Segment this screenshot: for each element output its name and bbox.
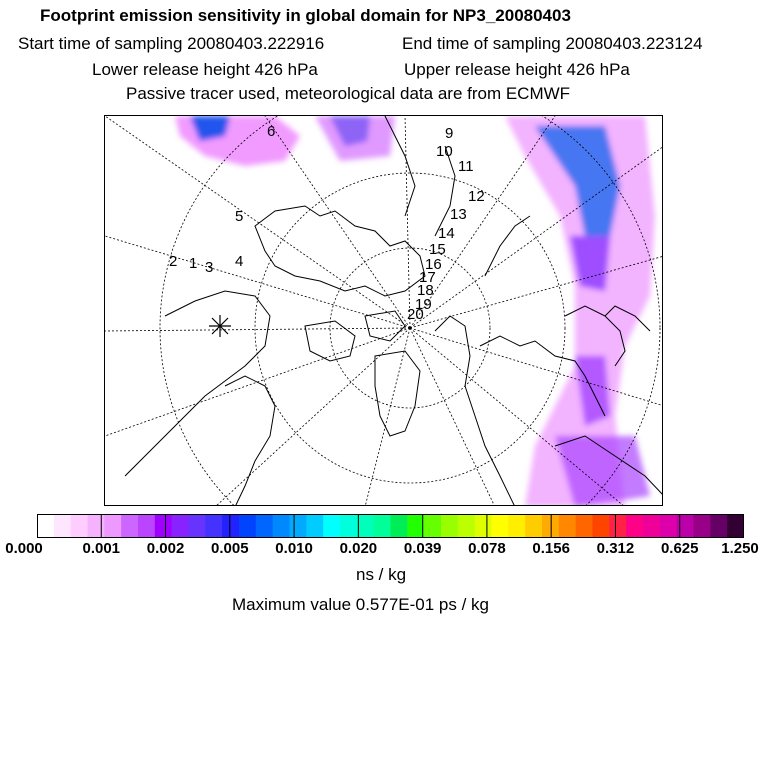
colorbar-tick-label: 0.010 [275,540,313,557]
trajectory-label-14: 14 [438,225,455,242]
colorbar-units: ns / kg [356,565,407,584]
trajectory-label-17: 17 [419,269,436,286]
release-location-marker [209,315,231,337]
trajectory-label-12: 12 [468,188,485,205]
trajectory-label-20: 20 [407,306,424,323]
colorbar-swatch [407,514,424,538]
colorbar-swatch [593,514,610,538]
colorbar-swatch [492,514,509,538]
trajectory-label-11: 11 [458,158,474,175]
end-time-label: End time of sampling 20080403.223124 [402,34,703,53]
colorbar-swatch [441,514,458,538]
colorbar-swatch [559,514,576,538]
colorbar-swatches [37,514,744,538]
colorbar-tick-label: 0.156 [532,540,570,557]
colorbar-tick-label: 1.250 [721,540,759,557]
colorbar-swatch [340,514,357,538]
colorbar-swatch [626,514,643,538]
colorbar-swatch [205,514,222,538]
colorbar-tick-label: 0.039 [403,540,442,557]
trajectory-label-3: 3 [205,259,214,276]
colorbar-swatch [54,514,71,538]
colorbar-swatch [306,514,323,538]
trajectory-label-2: 2 [169,253,178,270]
colorbar-swatch [71,514,88,538]
colorbar-swatch [155,514,172,538]
trajectory-label-10: 10 [436,143,453,160]
colorbar-swatch [138,514,155,538]
colorbar-swatch [189,514,206,538]
trajectory-label-1: 1 [189,255,198,272]
maximum-value-label: Maximum value 0.577E-01 ps / kg [232,595,490,614]
colorbar-swatch [727,514,744,538]
colorbar-tick-label: 0.001 [82,540,121,557]
trajectory-label-6: 6 [267,123,276,140]
map-canvas [105,116,663,506]
trajectory-label-16: 16 [425,256,442,273]
colorbar-swatch [391,514,408,538]
colorbar-swatch [374,514,391,538]
colorbar-tick-label: 0.000 [5,540,43,557]
colorbar-swatch [475,514,492,538]
colorbar-tick-label: 0.625 [660,540,699,557]
colorbar-swatch [643,514,660,538]
colorbar-swatch [222,514,239,538]
colorbar-swatch [609,514,626,538]
trajectory-label-4: 4 [235,253,244,270]
colorbar-swatch [357,514,374,538]
colorbar-tick-label: 0.005 [211,540,249,557]
colorbar-swatch [458,514,475,538]
sensitivity-plume-north [175,116,395,166]
colorbar-tick-label: 0.002 [146,540,185,557]
colorbar-swatch [576,514,593,538]
sensitivity-plume-east [505,116,655,506]
colorbar-swatch [290,514,307,538]
footprint-map [104,115,663,506]
lower-release-height-label: Lower release height 426 hPa [92,60,318,79]
trajectory-label-19: 19 [415,296,432,313]
colorbar-swatch [37,514,54,538]
trajectory-label-9: 9 [445,125,454,142]
plot-title: Footprint emission sensitivity in global domain for NP3_20080403 [40,6,571,25]
colorbar-swatch [508,514,525,538]
colorbar-swatch [694,514,711,538]
trajectory-label-5: 5 [235,208,244,225]
colorbar-swatch [542,514,559,538]
colorbar-swatch [273,514,290,538]
colorbar-swatch [104,514,121,538]
trajectory-label-18: 18 [417,282,434,299]
colorbar-swatch [710,514,727,538]
upper-release-height-label: Upper release height 426 hPa [404,60,630,79]
colorbar-tick-label: 0.312 [596,540,635,557]
colorbar [37,514,744,538]
trajectory-label-13: 13 [450,206,467,223]
colorbar-swatch [256,514,273,538]
start-time-label: Start time of sampling 20080403.222916 [18,34,325,53]
colorbar-swatch [525,514,542,538]
colorbar-swatch [121,514,138,538]
colorbar-swatch [424,514,441,538]
colorbar-swatch [88,514,105,538]
trajectory-label-15: 15 [429,241,446,258]
colorbar-swatch [239,514,256,538]
colorbar-tick-label: 0.020 [339,540,378,557]
colorbar-swatch [172,514,189,538]
colorbar-swatch [323,514,340,538]
tracer-note: Passive tracer used, meteorological data are from ECMWF [126,84,571,103]
colorbar-tick-label: 0.078 [468,540,506,557]
colorbar-swatch [660,514,677,538]
